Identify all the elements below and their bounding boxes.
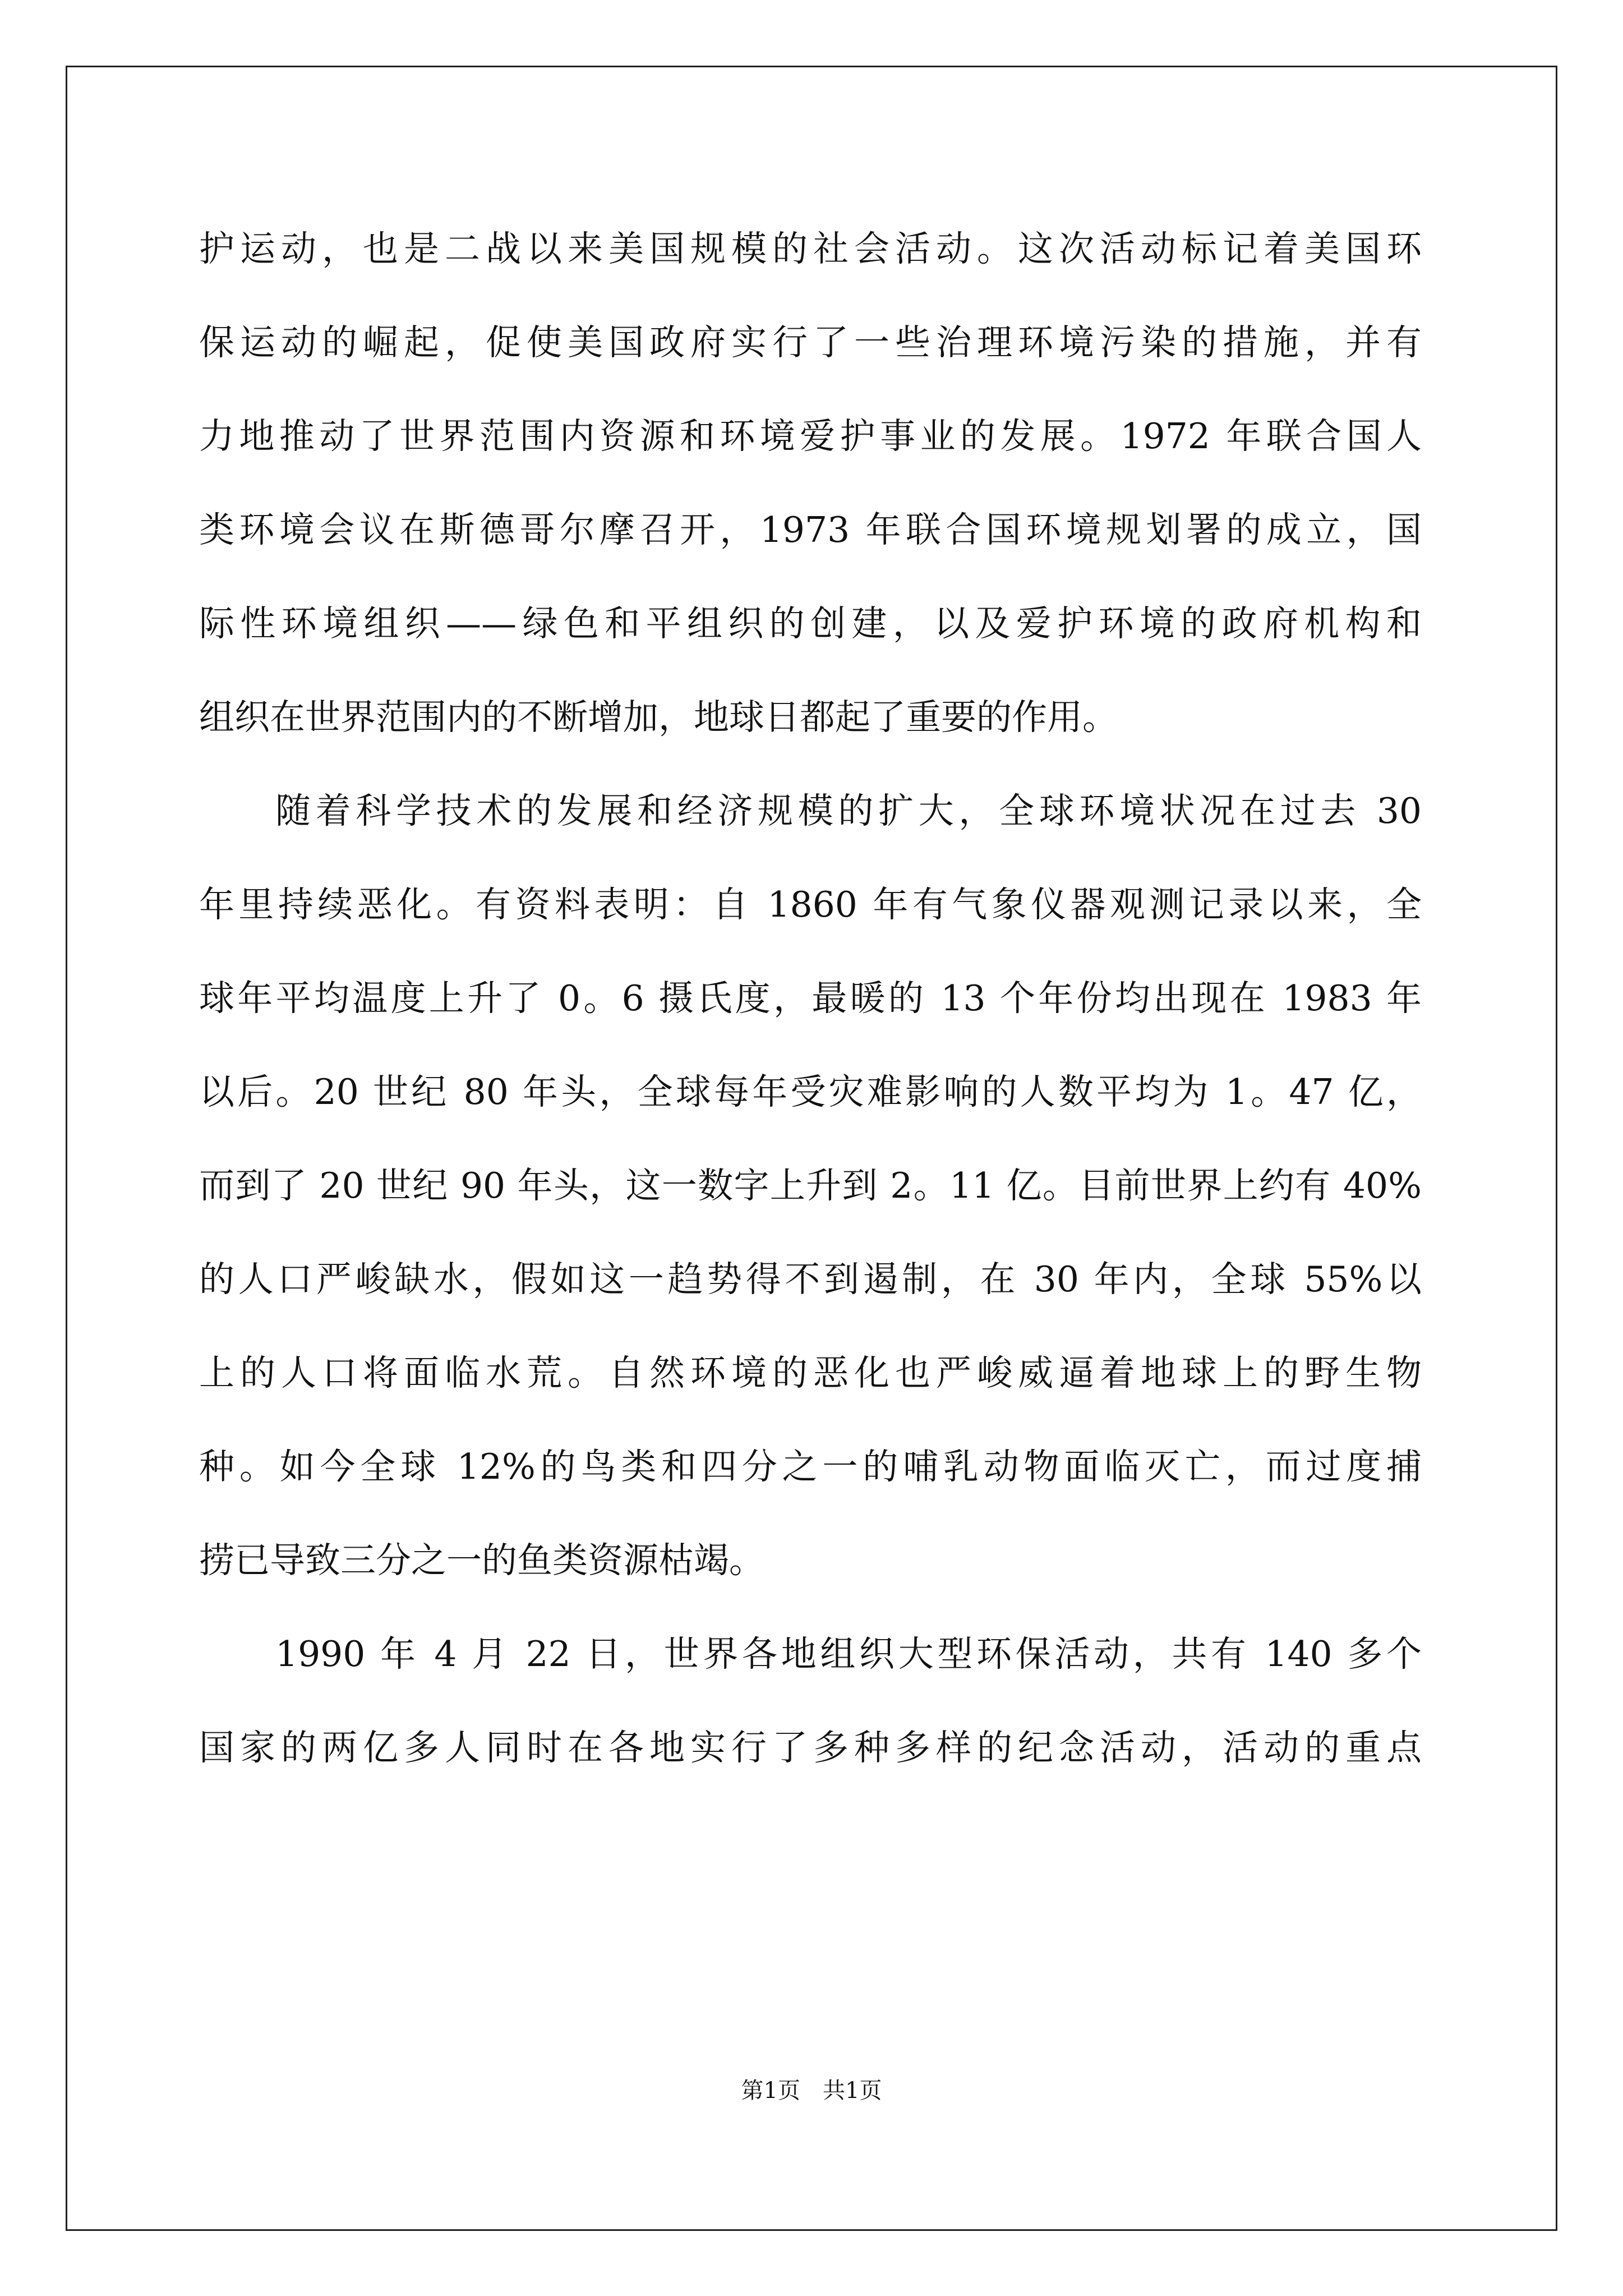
text-line: 国家的两亿多人同时在各地实行了多种多样的纪念活动，活动的重点 [199,1727,1422,1768]
text-line: 上的人口将面临水荒。自然环境的恶化也严峻威逼着地球上的野生物 [199,1352,1422,1393]
text-line: 年里持续恶化。有资料表明：自 1860 年有气象仪器观测记录以来，全 [199,884,1422,925]
text-line: 保运动的崛起，促使美国政府实行了一些治理环境污染的措施，并有 [199,322,1422,363]
text-line: 类环境会议在斯德哥尔摩召开，1973 年联合国环境规划署的成立，国 [199,509,1422,550]
paragraph-first-line: 随着科学技术的发展和经济规模的扩大，全球环境状况在过去 30 [275,790,1422,831]
paragraph-first-line: 1990 年 4 月 22 日，世界各地组织大型环保活动，共有 140 多个 [275,1634,1422,1674]
text-line: 而到了 20 世纪 90 年头，这一数字上升到 2。11 亿。目前世界上约有 40% [199,1165,1422,1206]
text-line: 力地推动了世界范围内资源和环境爱护事业的发展。1972 年联合国人 [199,416,1422,457]
text-line: 以后。20 世纪 80 年头，全球每年受灾难影响的人数平均为 1。47 亿， [199,1071,1422,1112]
text-line: 的人口严峻缺水，假如这一趋势得不到遏制，在 30 年内，全球 55%以 [199,1259,1422,1300]
text-line: 捞已导致三分之一的鱼类资源枯竭。 [199,1540,764,1581]
text-line: 护运动，也是二战以来美国规模的社会活动。这次活动标记着美国环 [199,228,1422,269]
document-body [199,202,1422,1795]
text-line: 际性环境组织——绿色和平组织的创建，以及爱护环境的政府机构和 [199,603,1422,644]
text-line: 组织在世界范围内的不断增加，地球日都起了重要的作用。 [199,697,1118,738]
text-line: 球年平均温度上升了 0。6 摄氏度，最暖的 13 个年份均出现在 1983 年 [199,978,1422,1019]
text-line: 种。如今全球 12%的鸟类和四分之一的哺乳动物面临灭亡，而过度捕 [199,1446,1422,1487]
page-footer: 第1页 共1页 [741,2078,882,2104]
